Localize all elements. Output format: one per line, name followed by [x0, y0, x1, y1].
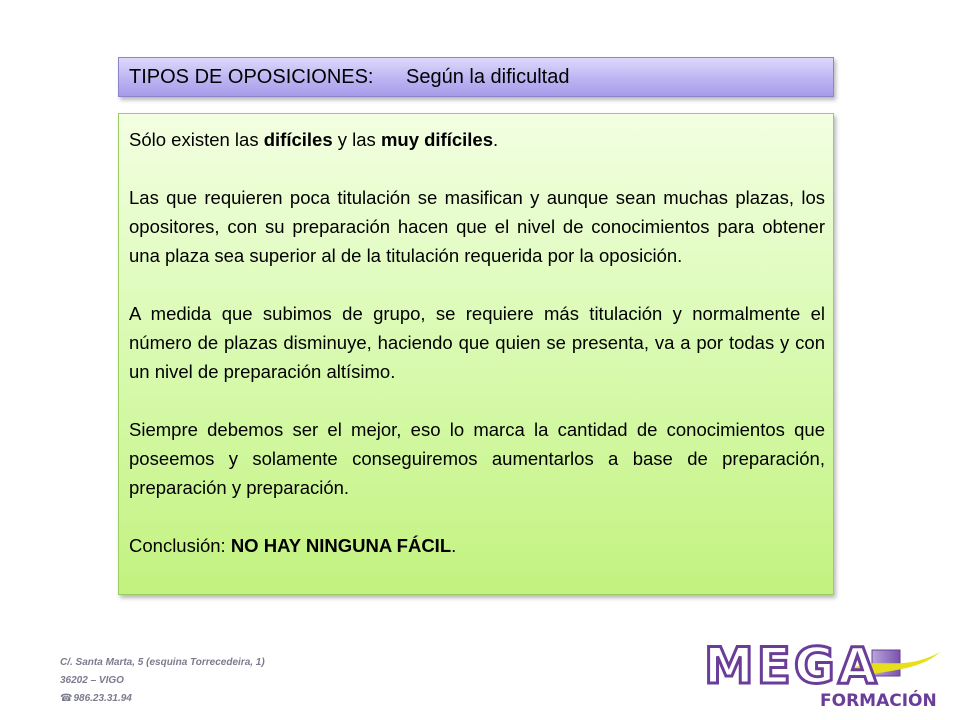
telephone-icon: ☎: [60, 693, 73, 704]
paragraph-low-titulacion: Las que requieren poca titulación se masifican y aunque sean muchas plazas, los opositores, con su preparación hacen que el nivel de conocimientos para obtener una plaza sea superior al de la titulación requerida por la oposición.: [129, 187, 825, 266]
intro-bold-dificiles: difíciles: [263, 129, 333, 150]
intro-text-middle: y las: [332, 129, 381, 150]
address-city: 36202 – VIGO: [60, 675, 124, 686]
mega-formacion-logo: [700, 640, 950, 714]
slide-title: TIPOS DE OPOSICIONES:: [129, 65, 374, 88]
intro-text-start: Sólo existen las: [129, 129, 264, 150]
conclusion-end: .: [451, 535, 457, 556]
address-phone: 986.23.31.94: [73, 693, 132, 704]
conclusion-bold: NO HAY NINGUNA FÁCIL: [230, 535, 452, 556]
footer-address: [60, 654, 265, 708]
intro-bold-muy-dificiles: muy difíciles: [380, 129, 494, 150]
content-box: [118, 113, 834, 595]
logo-brand-text: MEGA: [704, 640, 880, 695]
slide-title-box: [118, 57, 834, 97]
paragraph-conclusion: [129, 531, 825, 560]
logo-subtitle-text: FORMACIÓN: [820, 691, 937, 711]
address-street: C/. Santa Marta, 5 (esquina Torrecedeira, 1): [60, 657, 265, 668]
slide-subtitle: Según la dificultad: [406, 65, 570, 88]
conclusion-label: Conclusión:: [129, 535, 231, 556]
paragraph-be-the-best: Siempre debemos ser el mejor, eso lo marca la cantidad de conocimientos que poseemos y solamente conseguiremos aumentarlos a base de preparación, preparación y preparación.: [129, 419, 825, 498]
paragraph-intro: [129, 125, 825, 154]
address-phone-line: [60, 690, 265, 708]
intro-text-end: .: [493, 129, 499, 150]
paragraph-higher-group: A medida que subimos de grupo, se requiere más titulación y normalmente el número de plazas disminuye, haciendo que quien se presenta, va a por todas y con un nivel de preparación altísimo.: [129, 303, 825, 382]
